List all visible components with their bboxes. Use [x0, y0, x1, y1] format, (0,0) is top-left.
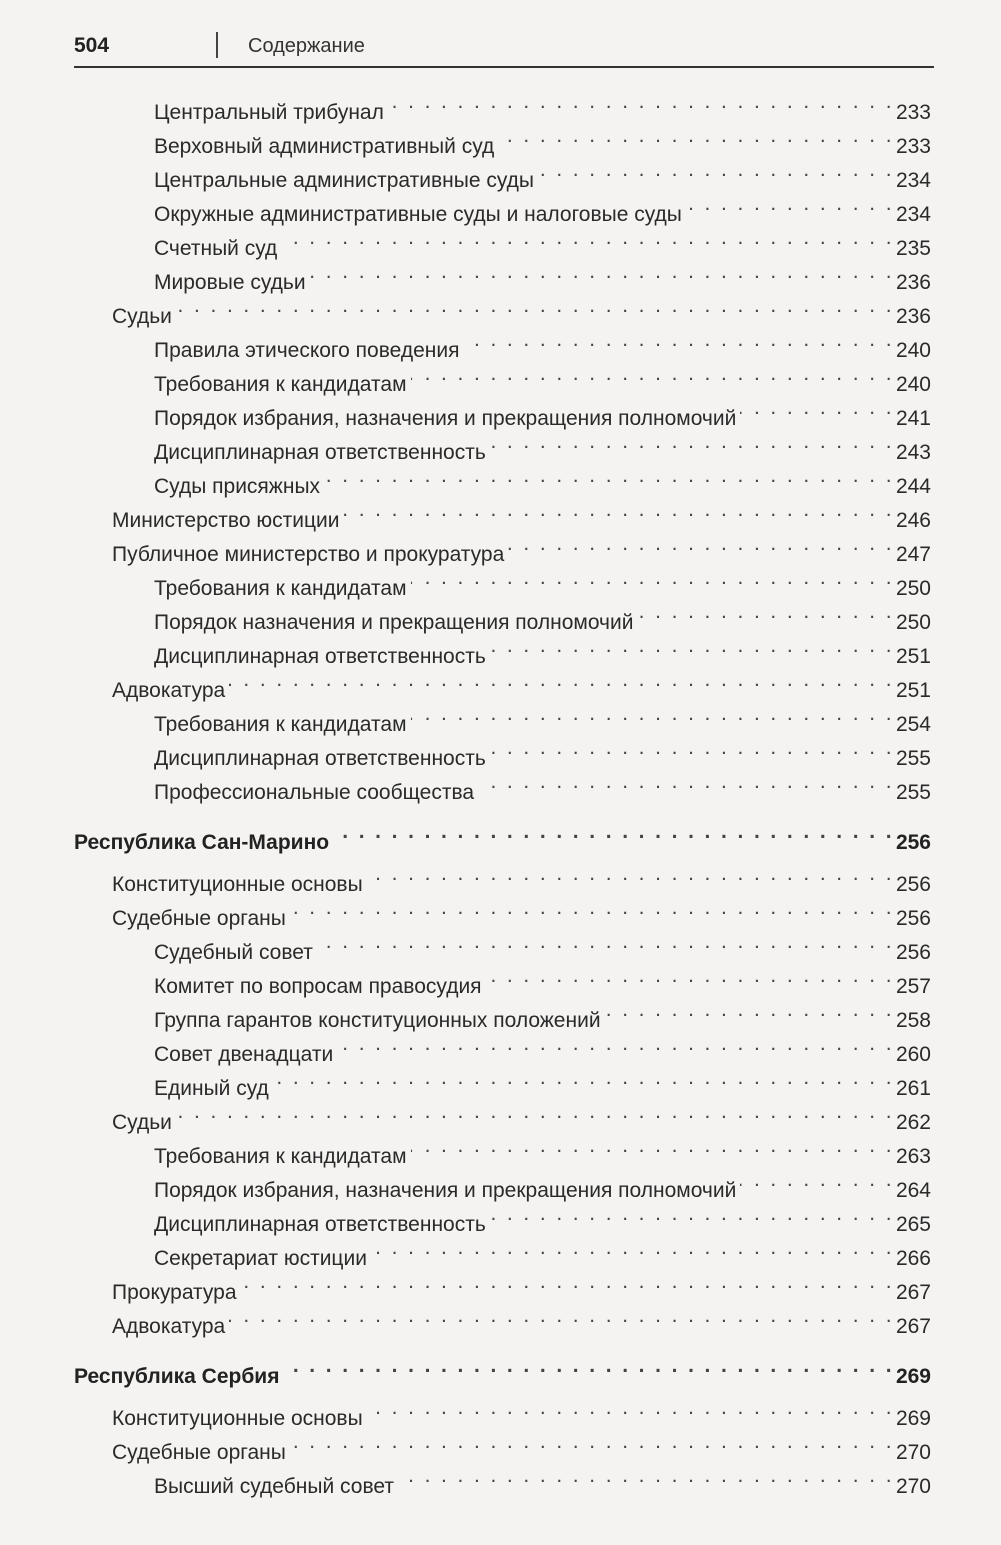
toc-entry-title: Дисциплинарная ответственность [154, 645, 486, 668]
toc-entry-page: 234 [895, 169, 931, 192]
toc-entry-title: Судебные органы [112, 907, 286, 930]
running-title: Содержание [248, 35, 365, 57]
toc-entry-title: Счетный суд [154, 237, 278, 260]
toc-entry [154, 1163, 931, 1202]
dot-leader [290, 891, 894, 925]
toc-entry [74, 1349, 931, 1388]
toc-entry-page: 250 [895, 611, 931, 634]
toc-entry-title: Прокуратура [112, 1281, 237, 1304]
dot-leader [367, 857, 894, 891]
toc-entry-title: Правила этического поведения [154, 339, 460, 362]
dot-leader [411, 357, 894, 391]
toc-entry-page: 256 [895, 831, 931, 854]
toc-entry [154, 255, 931, 294]
toc-entry [154, 119, 931, 158]
toc-entry-page: 233 [895, 101, 931, 124]
toc-entry [112, 663, 931, 702]
toc-entry-title: Дисциплинарная ответственность [154, 441, 486, 464]
dot-leader [411, 561, 894, 595]
toc-entry-title: Профессиональные сообщества [154, 781, 475, 804]
toc-entry [154, 425, 931, 464]
dot-leader [637, 595, 894, 629]
dot-leader [411, 697, 894, 731]
dot-leader [398, 1459, 894, 1493]
dot-leader [333, 815, 894, 849]
toc-entry [112, 493, 931, 532]
dot-leader [490, 731, 894, 765]
toc-entry-title: Верховный административный суд [154, 135, 495, 158]
toc-entry [154, 391, 931, 430]
toc-entry-page: 258 [895, 1009, 931, 1032]
toc-entry [154, 765, 931, 804]
toc-entry [154, 1027, 931, 1066]
toc-entry [154, 459, 931, 498]
toc-entry-page: 246 [895, 509, 931, 532]
toc-entry-title: Требования к кандидатам [154, 577, 407, 600]
toc-entry-title: Конституционные основы [112, 1407, 363, 1430]
toc-entry [154, 1129, 931, 1168]
toc-entry-title: Требования к кандидатам [154, 373, 407, 396]
toc-entry-title: Судебные органы [112, 1441, 286, 1464]
dot-leader [176, 1095, 894, 1129]
toc-entry-page: 255 [895, 747, 931, 770]
toc-entry-page: 255 [895, 781, 931, 804]
toc-entry-title: Окружные административные суды и налоговые суды [154, 203, 682, 226]
toc-entry-page: 236 [895, 305, 931, 328]
toc-entry-title: Центральный трибунал [154, 101, 384, 124]
toc-entry-title: Судьи [112, 1111, 172, 1134]
toc-entry-page: 264 [895, 1179, 931, 1202]
toc-entry-title: Дисциплинарная ответственность [154, 1213, 486, 1236]
toc-entry [154, 959, 931, 998]
toc-entry [154, 1459, 931, 1498]
toc-entry-title: Центральные административные суды [154, 169, 534, 192]
toc-entry-title: Судебный совет [154, 941, 313, 964]
toc-entry [112, 857, 931, 896]
toc-entry-page: 254 [895, 713, 931, 736]
toc-entry-title: Мировые судьи [154, 271, 306, 294]
dot-leader [740, 391, 894, 425]
toc-entry-title: Секретариат юстиции [154, 1247, 367, 1270]
dot-leader [538, 153, 894, 187]
toc-entry-title: Высший судебный совет [154, 1475, 394, 1498]
toc-entry-page: 243 [895, 441, 931, 464]
toc-entry [154, 595, 931, 634]
toc-entry [154, 323, 931, 362]
toc-entry [112, 891, 931, 930]
toc-entry-page: 269 [895, 1407, 931, 1430]
toc-entry-page: 233 [895, 135, 931, 158]
toc-entry-page: 236 [895, 271, 931, 294]
toc-entry-page: 269 [895, 1365, 931, 1388]
toc-entry-title: Республика Сербия [74, 1365, 280, 1388]
dot-leader [411, 1129, 894, 1163]
dot-leader [463, 323, 893, 357]
toc-entry [154, 1197, 931, 1236]
toc-entry-title: Совет двенадцати [154, 1043, 334, 1066]
toc-entry [154, 1061, 931, 1100]
toc-entry [112, 1299, 931, 1338]
dot-leader [367, 1391, 894, 1425]
toc-entry-title: Единый суд [154, 1077, 269, 1100]
toc-entry-page: 240 [895, 339, 931, 362]
toc-entry [154, 561, 931, 600]
toc-entry-title: Требования к кандидатам [154, 1145, 407, 1168]
toc-entry [112, 1391, 931, 1430]
dot-leader [486, 959, 894, 993]
toc-entry-page: 260 [895, 1043, 931, 1066]
dot-leader [490, 1197, 894, 1231]
toc-entry-title: Суды присяжных [154, 475, 321, 498]
toc-entry-page: 270 [895, 1441, 931, 1464]
toc-entry-title: Министерство юстиции [112, 509, 340, 532]
toc-entry-page: 251 [895, 679, 931, 702]
toc-entry-title: Порядок назначения и прекращения полномочий [154, 611, 634, 634]
dot-leader [337, 1027, 894, 1061]
toc-entry-page: 240 [895, 373, 931, 396]
toc-entry-page: 257 [895, 975, 931, 998]
toc-entry-page: 244 [895, 475, 931, 498]
toc-entry [154, 221, 931, 260]
dot-leader [273, 1061, 894, 1095]
dot-leader [388, 85, 894, 119]
dot-leader [343, 493, 894, 527]
dot-leader [283, 1349, 893, 1383]
toc-entry-page: 265 [895, 1213, 931, 1236]
dot-leader [229, 1299, 894, 1333]
dot-leader [290, 1425, 894, 1459]
toc-entry-page: 267 [895, 1315, 931, 1338]
toc-entry-page: 251 [895, 645, 931, 668]
dot-leader [490, 425, 894, 459]
toc-entry-page: 261 [895, 1077, 931, 1100]
dot-leader [241, 1265, 894, 1299]
toc-entry-title: Конституционные основы [112, 873, 363, 896]
toc-entry [112, 289, 931, 328]
toc-entry [154, 925, 931, 964]
toc-entry [154, 697, 931, 736]
dot-leader [478, 765, 894, 799]
toc-entry-page: 256 [895, 907, 931, 930]
toc-entry-page: 241 [895, 407, 931, 430]
toc-entry-title: Адвокатура [112, 1315, 226, 1338]
toc-entry [112, 1095, 931, 1134]
dot-leader [371, 1231, 894, 1265]
toc-entry-page: 247 [895, 543, 931, 566]
toc-entry-page: 262 [895, 1111, 931, 1134]
toc-entry-page: 250 [895, 577, 931, 600]
dot-leader [176, 289, 894, 323]
dot-leader [740, 1163, 894, 1197]
toc-entry [154, 731, 931, 770]
toc-entry [74, 815, 931, 854]
toc-entry [154, 187, 931, 226]
toc-entry-title: Судьи [112, 305, 172, 328]
dot-leader [605, 993, 894, 1027]
toc-entry [154, 993, 931, 1032]
toc-entry-title: Адвокатура [112, 679, 226, 702]
dot-leader [317, 925, 894, 959]
dot-leader [490, 629, 894, 663]
toc-entry-page: 256 [895, 873, 931, 896]
toc-entry-title: Группа гарантов конституционных положений [154, 1009, 601, 1032]
dot-leader [281, 221, 894, 255]
toc-entry [154, 357, 931, 396]
toc-entry-page: 267 [895, 1281, 931, 1304]
dot-leader [324, 459, 894, 493]
toc-entry-title: Требования к кандидатам [154, 713, 407, 736]
toc-entry-title: Республика Сан-Марино [74, 831, 330, 854]
dot-leader [498, 119, 894, 153]
toc-entry-page: 256 [895, 941, 931, 964]
toc-entry [112, 1425, 931, 1464]
toc-entry [154, 1231, 931, 1270]
dot-leader [686, 187, 894, 221]
dot-leader [229, 663, 894, 697]
toc-entry [112, 1265, 931, 1304]
toc-entry-title: Порядок избрания, назначения и прекращения полномочий [154, 407, 737, 430]
toc-entry-page: 270 [895, 1475, 931, 1498]
dot-leader [310, 255, 894, 289]
toc-entry-page: 263 [895, 1145, 931, 1168]
toc-entry [112, 527, 931, 566]
toc-entry [154, 153, 931, 192]
dot-leader [508, 527, 894, 561]
toc-entry-page: 235 [895, 237, 931, 260]
toc-entry [154, 629, 931, 668]
toc-entry-page: 266 [895, 1247, 931, 1270]
toc-entry-page: 234 [895, 203, 931, 226]
toc-entry-title: Публичное министерство и прокуратура [112, 543, 505, 566]
toc-entry-title: Комитет по вопросам правосудия [154, 975, 482, 998]
toc-entry-title: Дисциплинарная ответственность [154, 747, 486, 770]
toc-entry [154, 85, 931, 124]
toc-entry-title: Порядок избрания, назначения и прекращения полномочий [154, 1179, 737, 1202]
page-number: 504 [74, 34, 110, 57]
